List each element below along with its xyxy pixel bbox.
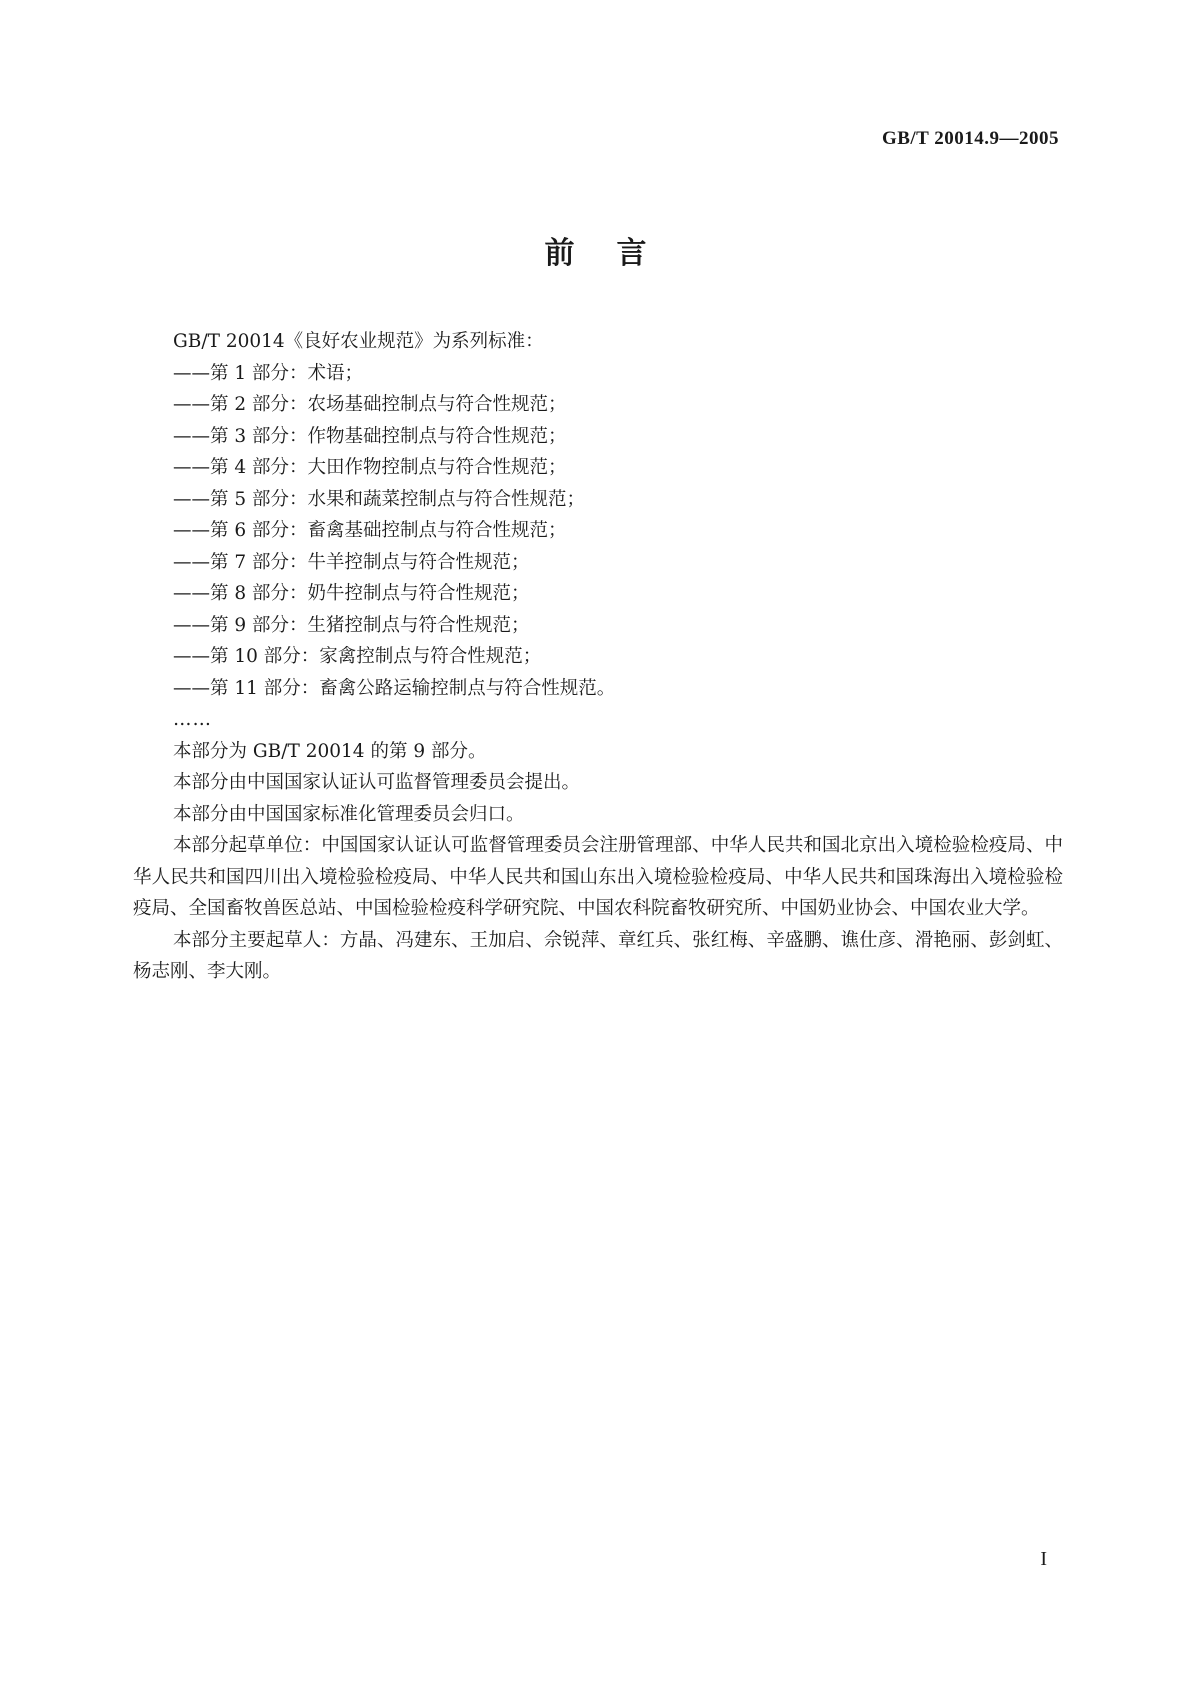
list-item: ——第 8 部分：奶牛控制点与符合性规范； [173,583,530,604]
intro-line: GB/T 20014《良好农业规范》为系列标准： [173,331,544,352]
parts-list [133,358,1063,705]
paragraph-proposed-by: 本部分由中国国家认证认可监督管理委员会提出。 [173,772,581,793]
paragraph-drafters: 本部分主要起草人：方晶、冯建东、王加启、佘锐萍、章红兵、张红梅、辛盛鹏、谯仕彦、滑艳丽、彭剑虹、杨志刚、李大刚。 [133,929,1063,982]
list-item: ——第 9 部分：生猪控制点与符合性规范； [173,614,530,636]
page-title: 前言 [544,236,689,271]
list-item: ——第 7 部分：牛羊控制点与符合性规范； [173,551,530,573]
page-number: I [1040,1548,1047,1570]
list-item: ——第 6 部分：畜禽基础控制点与符合性规范； [173,520,567,541]
foreword-content [133,326,1063,988]
list-item: ——第 4 部分：大田作物控制点与符合性规范； [173,457,567,478]
ellipsis: …… [173,709,212,730]
paragraph-centralized-by: 本部分由中国国家标准化管理委员会归口。 [173,803,525,825]
list-item: ——第 3 部分：作物基础控制点与符合性规范； [173,425,567,447]
list-item: ——第 1 部分：术语； [173,362,364,384]
paragraph-part-number: 本部分为 GB/T 20014 的第 9 部分。 [173,740,487,762]
standard-number: GB/T 20014.9—2005 [881,128,1059,149]
list-item: ——第 2 部分：农场基础控制点与符合性规范； [173,394,567,415]
paragraph-drafting-units: 本部分起草单位：中国国家认证认可监督管理委员会注册管理部、中华人民共和国北京出入境检验检疫局、中华人民共和国四川出入境检验检疫局、中华人民共和国山东出入境检验检疫局、中华人民共和国珠海出入境检验检疫局、全国畜牧兽医总站、中国检验检疫科学研究院、中国农科院畜牧研究所、中国奶业协会、中国农业大学。 [133,835,1063,919]
list-item: ——第 11 部分：畜禽公路运输控制点与符合性规范。 [173,677,616,699]
list-item: ——第 5 部分：水果和蔬菜控制点与符合性规范； [173,488,586,510]
list-item: ——第 10 部分：家禽控制点与符合性规范； [173,646,542,667]
